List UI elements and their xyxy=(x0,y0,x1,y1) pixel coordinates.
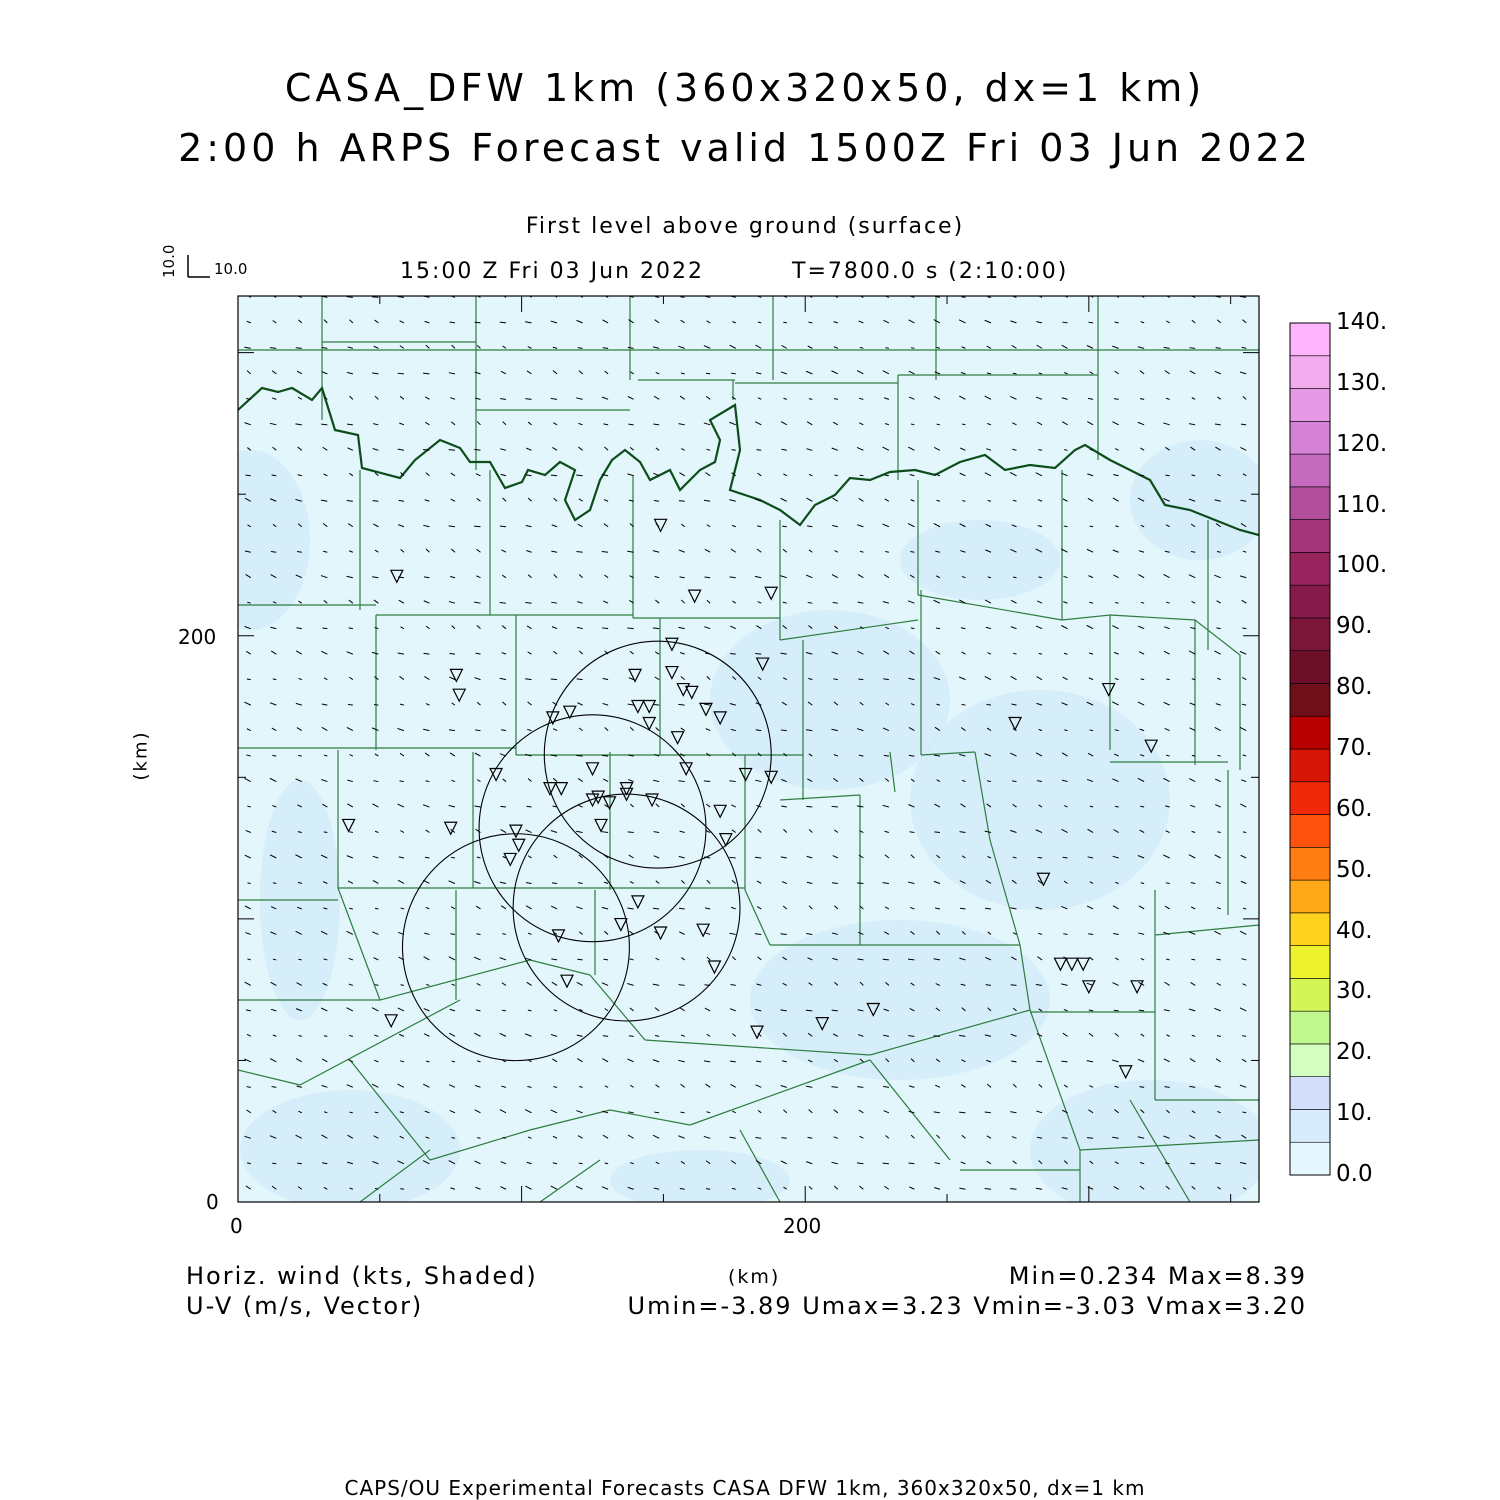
wind-vector xyxy=(732,450,736,451)
wind-vector xyxy=(476,934,480,935)
wind-vector xyxy=(577,959,582,960)
uv-min-max-readout: Umin=-3.89 Umax=3.23 Vmin=-3.03 Vmax=3.20 xyxy=(627,1292,1307,1320)
wind-vector xyxy=(321,424,327,425)
wind-vector xyxy=(962,501,965,502)
wind-vector xyxy=(1166,475,1170,476)
wind-vector xyxy=(372,297,378,298)
wind-vector xyxy=(1039,653,1042,654)
wind-vector xyxy=(450,653,455,654)
wind-vector xyxy=(298,755,302,756)
wind-vector xyxy=(781,1138,786,1139)
colorbar-segment xyxy=(1290,782,1330,815)
shade-patch xyxy=(240,1090,460,1210)
subtitle: First level above ground (surface) xyxy=(525,214,965,239)
colorbar-segment xyxy=(1290,585,1330,618)
vector-variable-label: U-V (m/s, Vector) xyxy=(186,1292,424,1320)
wind-vector xyxy=(1243,832,1246,833)
wind-vector xyxy=(782,526,787,527)
colorbar-label: 70. xyxy=(1336,735,1373,761)
colorbar-label: 130. xyxy=(1336,369,1388,396)
reference-vector-icon xyxy=(188,255,210,277)
wind-vector xyxy=(885,552,889,553)
wind-vector xyxy=(1012,781,1016,782)
wind-vector xyxy=(834,399,838,400)
wind-vector xyxy=(1038,857,1042,858)
colorbar-label: 10. xyxy=(1336,1100,1373,1127)
colorbar-segment xyxy=(1290,880,1330,913)
wind-vector xyxy=(426,1061,429,1062)
wind-vector xyxy=(960,908,965,909)
wind-vector xyxy=(934,832,939,833)
colorbar-segment xyxy=(1290,749,1330,782)
wind-vector xyxy=(653,908,659,909)
wind-vector xyxy=(679,501,685,502)
wind-vector xyxy=(604,959,609,960)
y-axis-label: (km) xyxy=(130,730,152,781)
wind-vector xyxy=(934,1036,940,1037)
wind-vector xyxy=(1114,1010,1119,1011)
reference-vector-x-label: 10.0 xyxy=(214,260,248,278)
wind-vector xyxy=(374,704,378,705)
wind-vector xyxy=(757,450,762,451)
wind-vector xyxy=(1191,552,1195,553)
colorbar-segment xyxy=(1290,683,1330,716)
colorbar-label: 50. xyxy=(1336,856,1373,883)
wind-vector xyxy=(576,755,582,756)
reference-vector-y-label: 10.0 xyxy=(160,244,178,278)
colorbar-segment xyxy=(1290,946,1330,979)
shade-patch xyxy=(610,1150,790,1210)
wind-vector xyxy=(884,755,889,756)
wind-vector xyxy=(730,653,736,654)
colorbar-segment xyxy=(1290,323,1330,356)
colorbar-segment xyxy=(1290,1142,1330,1175)
colorbar-segment xyxy=(1290,815,1330,848)
wind-vector xyxy=(1115,806,1119,807)
wind-vector xyxy=(704,781,710,782)
wind-vector xyxy=(349,1112,352,1113)
wind-vector xyxy=(987,297,991,298)
wind-vector xyxy=(373,501,379,502)
wind-vector xyxy=(1164,1087,1169,1088)
wind-vector xyxy=(706,1189,710,1190)
wind-vector xyxy=(1090,526,1093,527)
wind-vector xyxy=(959,1112,965,1113)
wind-vector xyxy=(401,985,404,986)
wind-vector xyxy=(628,832,634,833)
wind-vector xyxy=(525,399,531,400)
map-area xyxy=(190,294,1270,1220)
wind-vector xyxy=(579,1163,583,1164)
shade-patch xyxy=(900,520,1060,600)
wind-vector xyxy=(729,857,735,858)
wind-vector xyxy=(1166,679,1169,680)
colorbar-label: 40. xyxy=(1336,917,1373,944)
colorbar-segment xyxy=(1290,1011,1330,1044)
colorbar-label: 60. xyxy=(1336,795,1373,822)
wind-vector xyxy=(375,1112,379,1113)
wind-vector xyxy=(936,628,940,629)
wind-vector xyxy=(553,1087,557,1088)
wind-vector xyxy=(858,679,863,680)
wind-vector xyxy=(1038,450,1042,451)
wind-vector xyxy=(654,1112,659,1113)
wind-vector xyxy=(730,1061,736,1062)
wind-vector xyxy=(988,501,991,502)
wind-vector xyxy=(680,297,684,298)
wind-vector xyxy=(452,1061,455,1062)
y-tick-0: 0 xyxy=(206,1190,219,1214)
wind-vector xyxy=(886,348,889,349)
min-max-readout: Min=0.234 Max=8.39 xyxy=(1008,1262,1307,1290)
wind-vector xyxy=(628,424,633,425)
colorbar-label: 80. xyxy=(1336,674,1373,701)
x-tick-0: 0 xyxy=(230,1214,243,1238)
colorbar-segment xyxy=(1290,421,1330,454)
wind-vector xyxy=(809,399,812,400)
wind-vector xyxy=(247,679,251,680)
wind-vector xyxy=(1064,450,1067,451)
wind-vector xyxy=(1140,399,1144,400)
shade-patch xyxy=(750,920,1050,1080)
wind-vector xyxy=(400,1189,404,1190)
colorbar-label: 0.0 xyxy=(1336,1161,1373,1187)
wind-vector xyxy=(781,730,787,731)
wind-vector xyxy=(806,806,812,807)
wind-vector xyxy=(1087,1138,1093,1139)
wind-vector xyxy=(1088,934,1093,935)
wind-vector xyxy=(1190,1163,1195,1164)
wind-vector xyxy=(1011,985,1017,986)
wind-vector xyxy=(1036,1061,1042,1062)
wind-vector xyxy=(502,1010,506,1011)
colorbar-segment xyxy=(1290,651,1330,684)
colorbar-segment xyxy=(1290,520,1330,553)
wind-vector xyxy=(629,1036,634,1037)
colorbar-segment xyxy=(1290,1077,1330,1110)
wind-vector xyxy=(272,1163,276,1164)
wind-vector xyxy=(857,883,863,884)
shade-patch xyxy=(710,610,950,790)
wind-vector xyxy=(245,475,250,476)
colorbar-segment xyxy=(1290,454,1330,487)
wind-vector xyxy=(399,781,403,782)
colorbar-segment xyxy=(1290,487,1330,520)
wind-vector xyxy=(961,297,965,298)
wind-vector xyxy=(475,322,481,323)
wind-vector xyxy=(528,1010,532,1011)
wind-vector xyxy=(627,628,633,629)
wind-vector xyxy=(1090,730,1094,731)
wind-vector xyxy=(247,1087,251,1088)
wind-vector xyxy=(247,883,250,884)
wind-vector xyxy=(475,730,481,731)
wind-vector xyxy=(296,348,302,349)
wind-vector xyxy=(1217,1036,1221,1037)
colorbar-segment xyxy=(1290,847,1330,880)
colorbar-label: 110. xyxy=(1336,491,1388,518)
wind-vector xyxy=(477,1138,480,1139)
colorbar-segment xyxy=(1290,913,1330,946)
wind-vector xyxy=(1013,373,1017,374)
colorbar-label: 140. xyxy=(1336,309,1388,335)
wind-vector xyxy=(1191,959,1195,960)
shade-patch xyxy=(1130,440,1270,560)
colorbar xyxy=(1290,323,1330,1175)
wind-vector xyxy=(806,1010,812,1011)
wind-vector xyxy=(322,628,327,629)
x-axis-label: (km) xyxy=(728,1266,781,1288)
wind-vector xyxy=(1241,424,1246,425)
colorbar-segment xyxy=(1290,1109,1330,1142)
wind-vector xyxy=(1089,322,1094,323)
wind-vector xyxy=(1242,628,1246,629)
title-line-1: CASA_DFW 1km (360x320x50, dx=1 km) xyxy=(284,66,1206,110)
wind-vector xyxy=(551,679,557,680)
wind-vector xyxy=(527,806,532,807)
wind-vector xyxy=(937,424,940,425)
wind-vector xyxy=(324,832,328,833)
colorbar-segment xyxy=(1290,716,1330,749)
wind-vector xyxy=(1013,577,1016,578)
wind-vector xyxy=(602,755,608,756)
wind-vector xyxy=(375,908,378,909)
wind-vector xyxy=(883,1163,889,1164)
wind-vector xyxy=(1242,1036,1246,1037)
wind-vector xyxy=(551,475,557,476)
valid-time: 15:00 Z Fri 03 Jun 2022 xyxy=(400,259,705,284)
wind-vector xyxy=(298,959,301,960)
wind-vector xyxy=(297,552,302,553)
wind-vector xyxy=(425,857,430,858)
shaded-variable-label: Horiz. wind (kts, Shaded) xyxy=(186,1262,538,1290)
time-info: T=7800.0 s (2:10:00) xyxy=(792,259,1069,284)
wind-vector xyxy=(911,348,914,349)
wind-vector xyxy=(552,883,557,884)
colorbar-segment xyxy=(1290,978,1330,1011)
wind-vector xyxy=(500,806,506,807)
colorbar-label: 100. xyxy=(1336,552,1388,579)
y-tick-200: 200 xyxy=(178,625,217,649)
wind-vector xyxy=(603,348,608,349)
colorbar-segment xyxy=(1290,552,1330,585)
colorbar-segment xyxy=(1290,356,1330,389)
wind-vector xyxy=(783,322,786,323)
wind-vector xyxy=(273,959,276,960)
wind-vector xyxy=(1114,399,1119,400)
colorbar-segment xyxy=(1290,1044,1330,1077)
wind-vector xyxy=(706,373,710,374)
x-tick-200: 200 xyxy=(783,1214,822,1238)
wind-vector xyxy=(833,602,838,603)
wind-vector xyxy=(324,1036,327,1037)
wind-vector xyxy=(857,1087,863,1088)
wind-vector xyxy=(297,1163,302,1164)
title-line-2: 2:00 h ARPS Forecast valid 1500Z Fri 03 Jun 2022 xyxy=(178,126,1312,170)
wind-vector xyxy=(705,577,711,578)
wind-vector xyxy=(910,552,914,553)
colorbar-label: 20. xyxy=(1336,1039,1373,1066)
wind-vector xyxy=(780,934,786,935)
wind-vector xyxy=(1190,348,1196,349)
wind-vector xyxy=(525,603,531,604)
wind-vector xyxy=(1115,603,1118,604)
colorbar-label: 120. xyxy=(1336,430,1388,457)
wind-vector xyxy=(449,450,455,451)
wind-vector xyxy=(1010,1189,1016,1190)
colorbar-label: 90. xyxy=(1336,613,1373,640)
wind-vector xyxy=(602,552,608,553)
wind-vector xyxy=(1192,755,1195,756)
footer-caption: CAPS/OU Experimental Forecasts CASA DFW 1km, 360x320x50, dx=1 km xyxy=(344,1476,1146,1500)
wind-vector xyxy=(883,959,889,960)
wind-vector xyxy=(755,653,761,654)
wind-vector xyxy=(678,704,684,705)
colorbar-segment xyxy=(1290,618,1330,651)
shade-patch xyxy=(1030,1080,1270,1220)
wind-vector xyxy=(1166,883,1170,884)
wind-vector xyxy=(451,857,455,858)
wind-vector xyxy=(398,373,404,374)
colorbar-label: 30. xyxy=(1336,978,1373,1005)
wind-vector xyxy=(860,475,864,476)
wind-vector xyxy=(474,526,480,527)
wind-vector xyxy=(962,704,966,705)
wind-vector xyxy=(808,602,813,603)
wind-vector xyxy=(349,908,353,909)
colorbar-segment xyxy=(1290,389,1330,422)
